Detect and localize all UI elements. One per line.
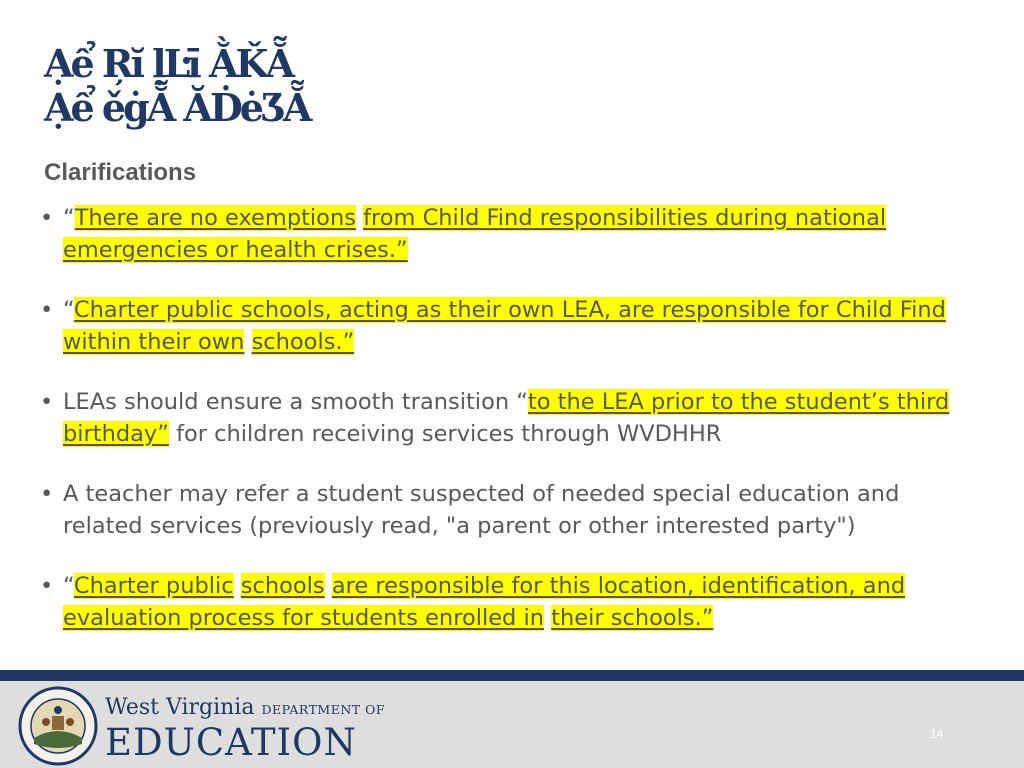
bullet-item-5: [40, 570, 980, 634]
bullet-text: [356, 205, 363, 231]
bullet-marker: •: [40, 573, 54, 599]
highlighted-quote: There are no exemptions: [74, 205, 356, 231]
department-logo: [105, 695, 385, 763]
highlighted-quote: schools.”: [251, 329, 355, 355]
bullet-item-4: [40, 478, 980, 542]
bullet-text: [244, 329, 251, 355]
bullet-text: [234, 573, 241, 599]
highlighted-quote: schools: [240, 573, 325, 599]
footer: [0, 681, 1024, 768]
bullet-text: “: [63, 573, 74, 599]
page-number: 14: [930, 727, 944, 741]
state-seal-icon: [18, 686, 98, 766]
slide-title-line-1: Ạể Ŗĭ ḷĿī ẰǨẴ: [44, 41, 292, 86]
highlighted-quote: Charter public schools, acting as their own LEA, are responsible for Child Find within their own: [63, 297, 946, 355]
logo-department-of: DEPARTMENT OF: [261, 702, 386, 717]
bullet-item-2: [40, 294, 980, 358]
bullet-text: [325, 573, 332, 599]
bullet-list: [40, 202, 980, 662]
bullet-marker: •: [40, 481, 54, 507]
bullet-item-1: [40, 202, 980, 266]
bullet-text: A teacher may refer a student suspected of needed special education and related services (previously read, "a parent or other interested party"): [63, 481, 900, 539]
bullet-text: “: [63, 297, 74, 323]
bullet-marker: •: [40, 205, 54, 231]
bullet-text: “: [63, 205, 75, 231]
bullet-marker: •: [40, 297, 54, 323]
highlighted-quote: to the LEA prior to the student’s third birthday”: [63, 389, 950, 447]
highlighted-quote: are responsible for this location, identification, and evaluation process for students enrolled in: [63, 573, 906, 631]
highlighted-quote: from Child Find responsibilities during national emergencies or health crises.”: [63, 205, 887, 263]
footer-accent-bar: [0, 670, 1024, 681]
bullet-marker: •: [40, 389, 54, 415]
slide-title-line-2: Ạể ěġẴ ĂḊėƷẴ: [44, 85, 310, 130]
logo-education: EDUCATION: [105, 721, 357, 764]
highlighted-quote: their schools.”: [551, 605, 714, 631]
bullet-text: for children receiving services through WVDHHR: [168, 421, 722, 447]
slide-subtitle: Clarifications: [44, 159, 197, 186]
logo-state-name: West Virginia: [105, 695, 255, 720]
highlighted-quote: Charter public: [73, 573, 234, 599]
bullet-text: LEAs should ensure a smooth transition “: [63, 389, 528, 415]
slide-title: [44, 42, 309, 130]
bullet-item-3: [40, 386, 980, 450]
